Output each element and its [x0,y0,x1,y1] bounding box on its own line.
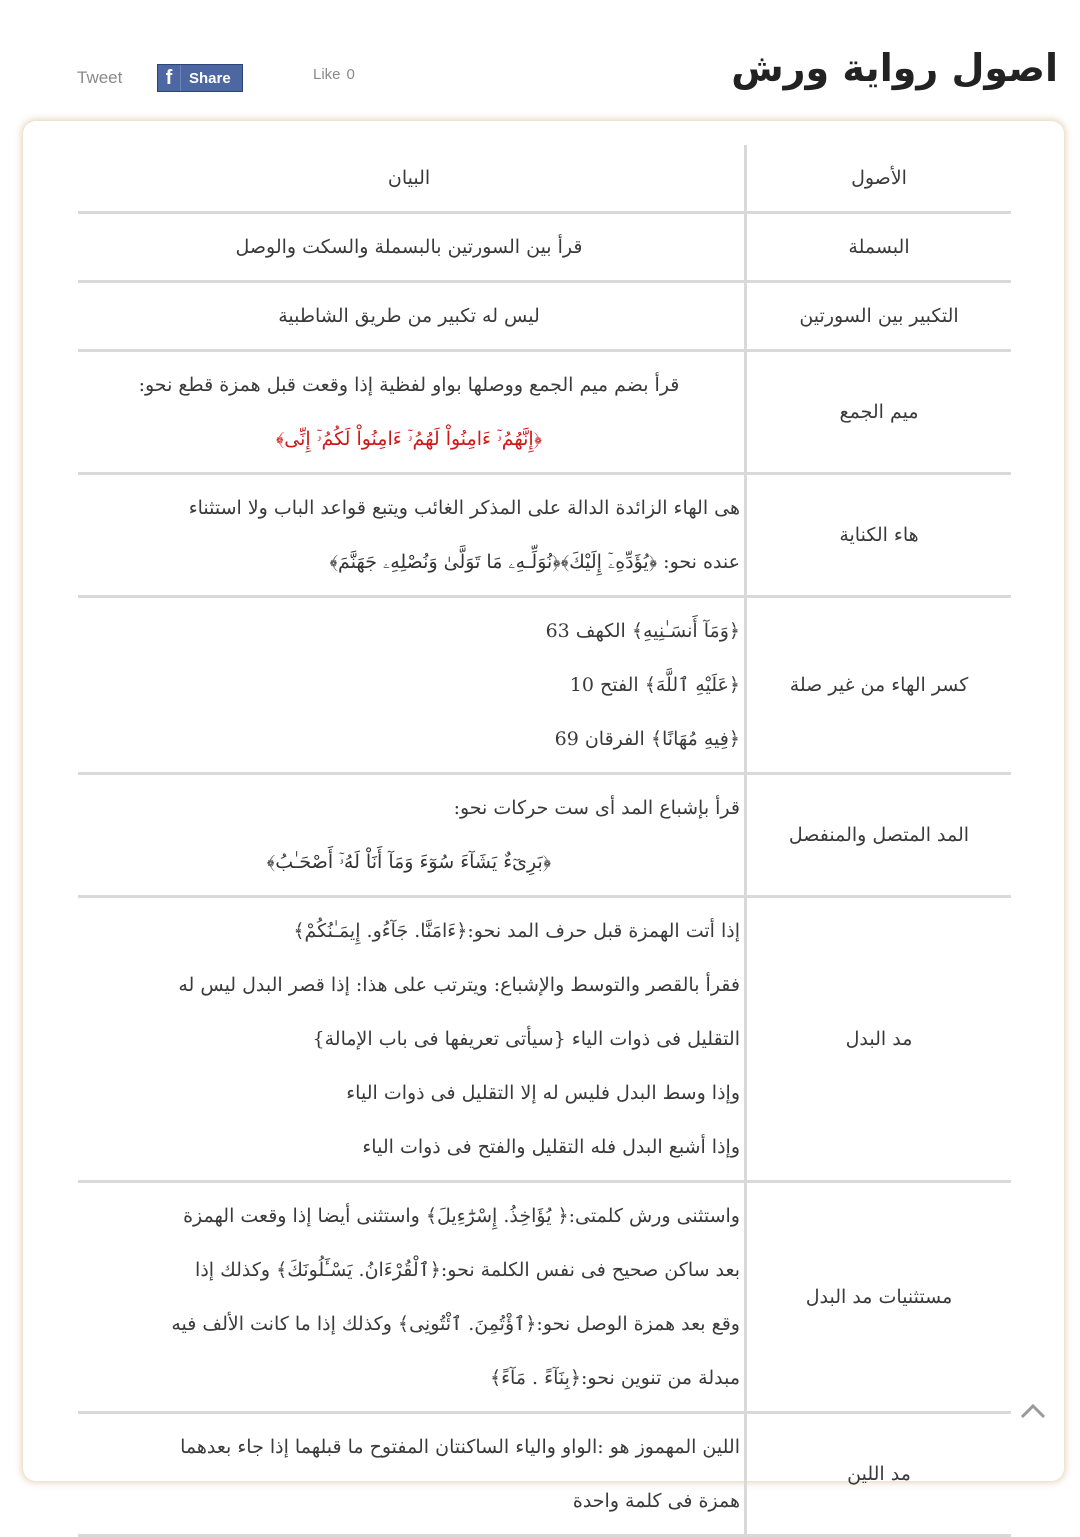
table-row [78,474,1011,597]
row-bayan [78,474,746,597]
table-row [78,774,1011,897]
row-asl: مستثنيات مد البدل [746,1182,1012,1413]
facebook-share-button[interactable] [157,64,243,92]
header-bayan: البيان [78,145,746,213]
row-asl: التكبير بين السورتين [746,282,1012,351]
row-bayan [78,213,746,282]
bayan-line: ﴿عَلَيْهِ ٱللَّهَ﴾ الفتح 10 [569,674,740,696]
bayan-line: وإذا وسط البدل فليس له إلا التقليل فى ذوات الياء [346,1082,740,1104]
tweet-button[interactable]: Tweet [77,68,123,87]
bayan-line: همزة فى كلمة واحدة [572,1490,740,1512]
bayan-line: قرأ بضم ميم الجمع ووصلها بواو لفظية إذا وقعت قبل همزة قطع نحو: [138,374,680,396]
bayan-line: قرأ بين السورتين بالبسملة والسكت والوصل [235,236,583,258]
row-bayan [78,774,746,897]
bayan-line: واستثنى ورش كلمتى:﴿ يُؤَاخِذُ. إِسْرَٰٓءِيلَ﴾ واستثنى أيضا إذا وقعت الهمزة [183,1205,740,1227]
quran-verse: ﴿يُؤَدِّهِۦٓ إِلَيْكَ﴾﴿نُوَلِّـهِۦ مَا تَوَلَّىٰ وَنُصْلِهِۦ جَهَنَّمَ﴾ [329,551,658,573]
bayan-line: إذا أتت الهمزة قبل حرف المد نحو:﴿ءَامَنَّا. جَآءُو. إِيمَـٰنُكُمْ﴾ [293,920,740,942]
bayan-line: التقليل فى ذوات الياء {سيأتى تعريفها فى باب الإمالة} [312,1028,740,1050]
table-row [78,897,1011,1182]
bayan-line: فقرأ بالقصر والتوسط والإشباع: ويترتب على هذا: إذا قصر البدل ليس له [178,974,740,996]
bayan-line: هى الهاء الزائدة الدالة على المذكر الغائب ويتبع قواعد الباب ولا استثناء [188,497,740,519]
table-row [78,213,1011,282]
table-header-row [78,145,1011,213]
bayan-line: اللين المهموز هو :الواو والياء الساكنتان المفتوح ما قبلهما إذا جاء بعدهما [180,1436,740,1458]
row-asl: هاء الكناية [746,474,1012,597]
row-asl: مد البدل [746,897,1012,1182]
social-share-bar [0,62,520,98]
bayan-line: ﴿وَمَآ أَنسَـٰنِيهِ﴾ الكهف 63 [545,620,740,642]
row-bayan [78,597,746,774]
row-asl: المد المتصل والمنفصل [746,774,1012,897]
table-row [78,1413,1011,1536]
table-row [78,351,1011,474]
table-row [78,282,1011,351]
like-button[interactable] [313,66,355,83]
row-asl: ميم الجمع [746,351,1012,474]
scroll-to-top-button[interactable] [1018,1398,1048,1424]
bayan-line: بعد ساكن صحيح فى نفس الكلمة نحو:﴿ٱلْقُرْءَانُ. يَسْـَٔلُونَكَ﴾ وكذلك إذا [195,1259,740,1281]
row-bayan [78,897,746,1182]
row-bayan [78,282,746,351]
row-bayan [78,1182,746,1413]
row-bayan [78,1413,746,1536]
row-asl: البسملة [746,213,1012,282]
quran-verse: ﴿بَرِىٓءٌ يَشَآءَ سُوٓءَ وَمَآ أَنَاْ لَهُۥٓ أَصْحَـٰبُ﴾ [266,851,552,873]
table-row [78,1182,1011,1413]
bayan-line: قرأ بإشباع المد أى ست حركات نحو: [453,797,740,819]
row-asl: مد اللين [746,1413,1012,1536]
bayan-line: مبدلة من تنوين نحو:﴿بِنَآءً . مَآءً﴾ [489,1367,740,1389]
bayan-line: وقع بعد همزة الوصل نحو:﴿ٱؤْتُمِنَ. ٱئْتُونِى﴾ وكذلك إذا ما كانت الألف فيه [171,1313,740,1335]
bayan-line: ﴿فِيهِ مُهَانًا﴾ الفرقان 69 [554,728,740,750]
like-count: 0 [346,66,355,83]
like-label: Like [313,66,341,83]
header-asl: الأصول [746,145,1012,213]
table-row [78,597,1011,774]
riwaya-table [78,145,1011,1537]
facebook-icon: f [158,65,181,91]
page-title: اصول رواية ورش [731,46,1058,90]
row-asl: كسر الهاء من غير صلة [746,597,1012,774]
bayan-line: وإذا أشبع البدل فله التقليل والفتح فى ذوات الياء [362,1136,740,1158]
chevron-up-icon [1020,1403,1046,1419]
bayan-line: ليس له تكبير من طريق الشاطبية [278,305,540,327]
row-bayan [78,351,746,474]
bayan-prefix: عنده نحو: [657,551,740,573]
content-card [22,120,1065,1512]
bayan-line [78,535,740,589]
share-label: Share [189,69,231,87]
quran-verse: ﴿إِنَّهُمُۥٓ ءَامِنُواْ لَهُمُۥٓ ءَامِنُواْ لَكُمُۥٓ إِنِّى﴾ [275,428,543,450]
